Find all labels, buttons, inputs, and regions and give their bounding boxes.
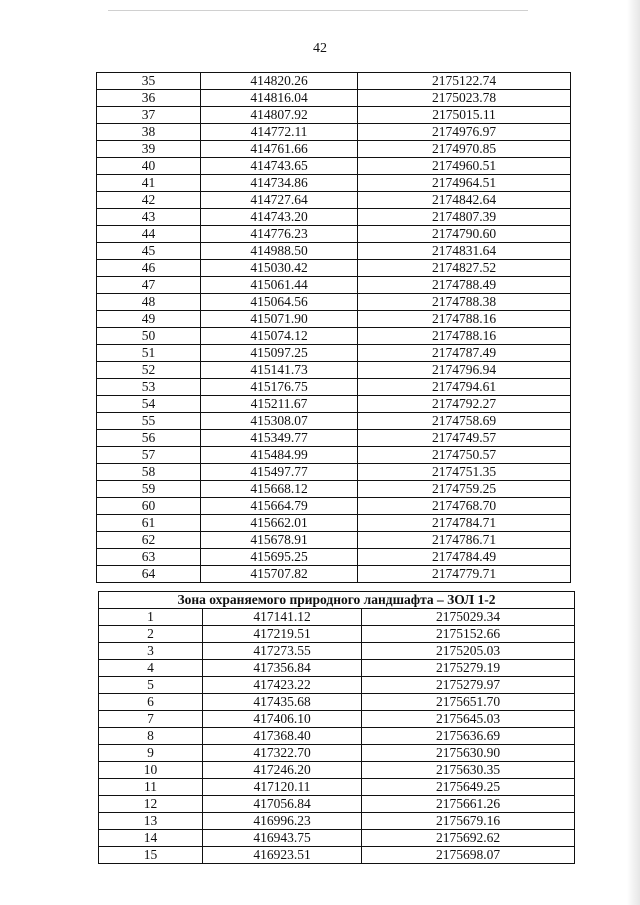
coordinate-y: 2174784.49 xyxy=(358,549,571,566)
coordinate-x: 414761.66 xyxy=(201,141,358,158)
table-row xyxy=(97,532,571,549)
coordinate-x: 415074.12 xyxy=(201,328,358,345)
coordinate-x: 414727.64 xyxy=(201,192,358,209)
table-row xyxy=(97,209,571,226)
coordinate-y: 2174768.70 xyxy=(358,498,571,515)
table-row xyxy=(97,447,571,464)
coordinate-x: 415668.12 xyxy=(201,481,358,498)
table-row xyxy=(99,745,575,762)
table-row xyxy=(97,277,571,294)
coordinate-x: 415141.73 xyxy=(201,362,358,379)
point-number: 39 xyxy=(97,141,201,158)
coordinate-y: 2175630.90 xyxy=(362,745,575,762)
coordinate-y: 2174788.16 xyxy=(358,328,571,345)
coordinate-y: 2174787.49 xyxy=(358,345,571,362)
point-number: 41 xyxy=(97,175,201,192)
coordinate-x: 415349.77 xyxy=(201,430,358,447)
coordinate-y: 2174750.57 xyxy=(358,447,571,464)
point-number: 61 xyxy=(97,515,201,532)
coordinate-y: 2174796.94 xyxy=(358,362,571,379)
point-number: 45 xyxy=(97,243,201,260)
coordinate-y: 2175651.70 xyxy=(362,694,575,711)
coordinate-y: 2175015.11 xyxy=(358,107,571,124)
coordinate-y: 2175630.35 xyxy=(362,762,575,779)
point-number: 53 xyxy=(97,379,201,396)
point-number: 48 xyxy=(97,294,201,311)
point-number: 2 xyxy=(99,626,203,643)
coordinate-x: 415064.56 xyxy=(201,294,358,311)
coordinate-x: 417356.84 xyxy=(203,660,362,677)
point-number: 12 xyxy=(99,796,203,813)
scan-top-edge xyxy=(108,10,528,11)
point-number: 51 xyxy=(97,345,201,362)
table-row xyxy=(97,379,571,396)
coordinate-y: 2174788.38 xyxy=(358,294,571,311)
table-row xyxy=(99,830,575,847)
coordinate-y: 2174788.16 xyxy=(358,311,571,328)
table-row xyxy=(97,464,571,481)
table-row xyxy=(97,328,571,345)
point-number: 47 xyxy=(97,277,201,294)
coordinate-y: 2174831.64 xyxy=(358,243,571,260)
coordinate-y: 2174827.52 xyxy=(358,260,571,277)
coordinate-y: 2174786.71 xyxy=(358,532,571,549)
coordinate-x: 417435.68 xyxy=(203,694,362,711)
coordinate-y: 2174960.51 xyxy=(358,158,571,175)
coordinate-x: 414743.20 xyxy=(201,209,358,226)
coordinate-x: 415707.82 xyxy=(201,566,358,583)
coordinate-x: 415176.75 xyxy=(201,379,358,396)
point-number: 52 xyxy=(97,362,201,379)
zone-coordinates-table xyxy=(98,591,575,864)
coordinate-y: 2174751.35 xyxy=(358,464,571,481)
table-row xyxy=(97,549,571,566)
coordinate-y: 2174794.61 xyxy=(358,379,571,396)
coordinate-y: 2175279.97 xyxy=(362,677,575,694)
coordinate-y: 2174749.57 xyxy=(358,430,571,447)
point-number: 10 xyxy=(99,762,203,779)
table-row xyxy=(99,626,575,643)
coordinate-y: 2175649.25 xyxy=(362,779,575,796)
coordinate-x: 417322.70 xyxy=(203,745,362,762)
zone-title-row xyxy=(99,592,575,609)
table-row xyxy=(99,813,575,830)
coordinate-x: 417423.22 xyxy=(203,677,362,694)
coordinate-y: 2174792.27 xyxy=(358,396,571,413)
coordinate-x: 415308.07 xyxy=(201,413,358,430)
point-number: 15 xyxy=(99,847,203,864)
table-row xyxy=(97,73,571,90)
table-row xyxy=(97,430,571,447)
table-row xyxy=(99,796,575,813)
page-number: 42 xyxy=(313,41,327,56)
table-row xyxy=(99,728,575,745)
coordinate-x: 417368.40 xyxy=(203,728,362,745)
point-number: 37 xyxy=(97,107,201,124)
table-row xyxy=(97,158,571,175)
coordinate-x: 415211.67 xyxy=(201,396,358,413)
coordinate-x: 416943.75 xyxy=(203,830,362,847)
table-row xyxy=(99,643,575,660)
zone-title: Зона охраняемого природного ландшафта – ЗОЛ 1-2 xyxy=(99,592,575,609)
table-row xyxy=(97,107,571,124)
coordinate-x: 417246.20 xyxy=(203,762,362,779)
coordinate-x: 415484.99 xyxy=(201,447,358,464)
coordinate-x: 415097.25 xyxy=(201,345,358,362)
coordinate-y: 2175152.66 xyxy=(362,626,575,643)
table-row xyxy=(97,294,571,311)
point-number: 8 xyxy=(99,728,203,745)
coordinate-x: 417056.84 xyxy=(203,796,362,813)
coordinate-x: 414772.11 xyxy=(201,124,358,141)
table-row xyxy=(99,660,575,677)
table-row xyxy=(97,515,571,532)
table-row xyxy=(97,311,571,328)
point-number: 57 xyxy=(97,447,201,464)
coordinate-x: 417219.51 xyxy=(203,626,362,643)
table-row xyxy=(97,413,571,430)
table-row xyxy=(99,711,575,728)
coordinate-y: 2174784.71 xyxy=(358,515,571,532)
point-number: 38 xyxy=(97,124,201,141)
coordinate-x: 414743.65 xyxy=(201,158,358,175)
point-number: 54 xyxy=(97,396,201,413)
coordinate-x: 414807.92 xyxy=(201,107,358,124)
point-number: 5 xyxy=(99,677,203,694)
coordinate-y: 2175698.07 xyxy=(362,847,575,864)
table-row xyxy=(97,566,571,583)
table-row xyxy=(97,90,571,107)
point-number: 62 xyxy=(97,532,201,549)
point-number: 3 xyxy=(99,643,203,660)
table-row xyxy=(97,481,571,498)
coordinate-y: 2175636.69 xyxy=(362,728,575,745)
coordinate-y: 2174976.97 xyxy=(358,124,571,141)
table-row xyxy=(97,243,571,260)
coordinate-x: 414816.04 xyxy=(201,90,358,107)
point-number: 1 xyxy=(99,609,203,626)
scan-right-edge xyxy=(627,0,640,905)
coordinate-y: 2175679.16 xyxy=(362,813,575,830)
point-number: 9 xyxy=(99,745,203,762)
table-row xyxy=(97,396,571,413)
coordinate-x: 417120.11 xyxy=(203,779,362,796)
point-number: 60 xyxy=(97,498,201,515)
table-row xyxy=(97,362,571,379)
coordinate-x: 414776.23 xyxy=(201,226,358,243)
point-number: 6 xyxy=(99,694,203,711)
point-number: 35 xyxy=(97,73,201,90)
point-number: 44 xyxy=(97,226,201,243)
coordinate-x: 415061.44 xyxy=(201,277,358,294)
coordinate-y: 2174758.69 xyxy=(358,413,571,430)
coordinate-y: 2175279.19 xyxy=(362,660,575,677)
coordinate-x: 414820.26 xyxy=(201,73,358,90)
table-row xyxy=(97,226,571,243)
point-number: 14 xyxy=(99,830,203,847)
coordinate-y: 2174842.64 xyxy=(358,192,571,209)
point-number: 13 xyxy=(99,813,203,830)
table-row xyxy=(97,175,571,192)
table-row xyxy=(97,498,571,515)
coordinate-x: 417141.12 xyxy=(203,609,362,626)
point-number: 11 xyxy=(99,779,203,796)
coordinate-x: 415071.90 xyxy=(201,311,358,328)
point-number: 59 xyxy=(97,481,201,498)
coordinate-y: 2175661.26 xyxy=(362,796,575,813)
table-row xyxy=(99,779,575,796)
point-number: 40 xyxy=(97,158,201,175)
table-row xyxy=(97,192,571,209)
coordinate-y: 2175692.62 xyxy=(362,830,575,847)
table-row xyxy=(97,260,571,277)
coordinate-y: 2174790.60 xyxy=(358,226,571,243)
coordinates-table-body xyxy=(97,73,571,583)
table-row xyxy=(99,677,575,694)
coordinate-y: 2175205.03 xyxy=(362,643,575,660)
coordinate-x: 415678.91 xyxy=(201,532,358,549)
coordinate-y: 2174788.49 xyxy=(358,277,571,294)
point-number: 43 xyxy=(97,209,201,226)
coordinate-x: 417273.55 xyxy=(203,643,362,660)
table-row xyxy=(99,609,575,626)
point-number: 46 xyxy=(97,260,201,277)
point-number: 58 xyxy=(97,464,201,481)
point-number: 4 xyxy=(99,660,203,677)
coordinate-x: 415695.25 xyxy=(201,549,358,566)
coordinate-x: 416996.23 xyxy=(203,813,362,830)
coordinate-y: 2174759.25 xyxy=(358,481,571,498)
coordinate-x: 416923.51 xyxy=(203,847,362,864)
coordinate-y: 2175023.78 xyxy=(358,90,571,107)
point-number: 63 xyxy=(97,549,201,566)
coordinate-x: 415664.79 xyxy=(201,498,358,515)
coordinate-x: 415497.77 xyxy=(201,464,358,481)
coordinate-y: 2175645.03 xyxy=(362,711,575,728)
table-row xyxy=(97,345,571,362)
point-number: 42 xyxy=(97,192,201,209)
coordinates-table-continued xyxy=(96,72,571,583)
point-number: 55 xyxy=(97,413,201,430)
table-row xyxy=(97,141,571,158)
table-row xyxy=(99,762,575,779)
point-number: 50 xyxy=(97,328,201,345)
coordinate-y: 2174964.51 xyxy=(358,175,571,192)
point-number: 49 xyxy=(97,311,201,328)
coordinate-y: 2174779.71 xyxy=(358,566,571,583)
point-number: 7 xyxy=(99,711,203,728)
coordinate-y: 2175122.74 xyxy=(358,73,571,90)
table-row xyxy=(99,694,575,711)
point-number: 36 xyxy=(97,90,201,107)
point-number: 64 xyxy=(97,566,201,583)
coordinate-x: 414734.86 xyxy=(201,175,358,192)
coordinate-y: 2175029.34 xyxy=(362,609,575,626)
table-row xyxy=(99,847,575,864)
coordinate-x: 415662.01 xyxy=(201,515,358,532)
coordinate-y: 2174807.39 xyxy=(358,209,571,226)
coordinate-y: 2174970.85 xyxy=(358,141,571,158)
coordinate-x: 415030.42 xyxy=(201,260,358,277)
table-row xyxy=(97,124,571,141)
coordinate-x: 417406.10 xyxy=(203,711,362,728)
coordinate-x: 414988.50 xyxy=(201,243,358,260)
point-number: 56 xyxy=(97,430,201,447)
zone-coordinates-table-body xyxy=(99,592,575,864)
